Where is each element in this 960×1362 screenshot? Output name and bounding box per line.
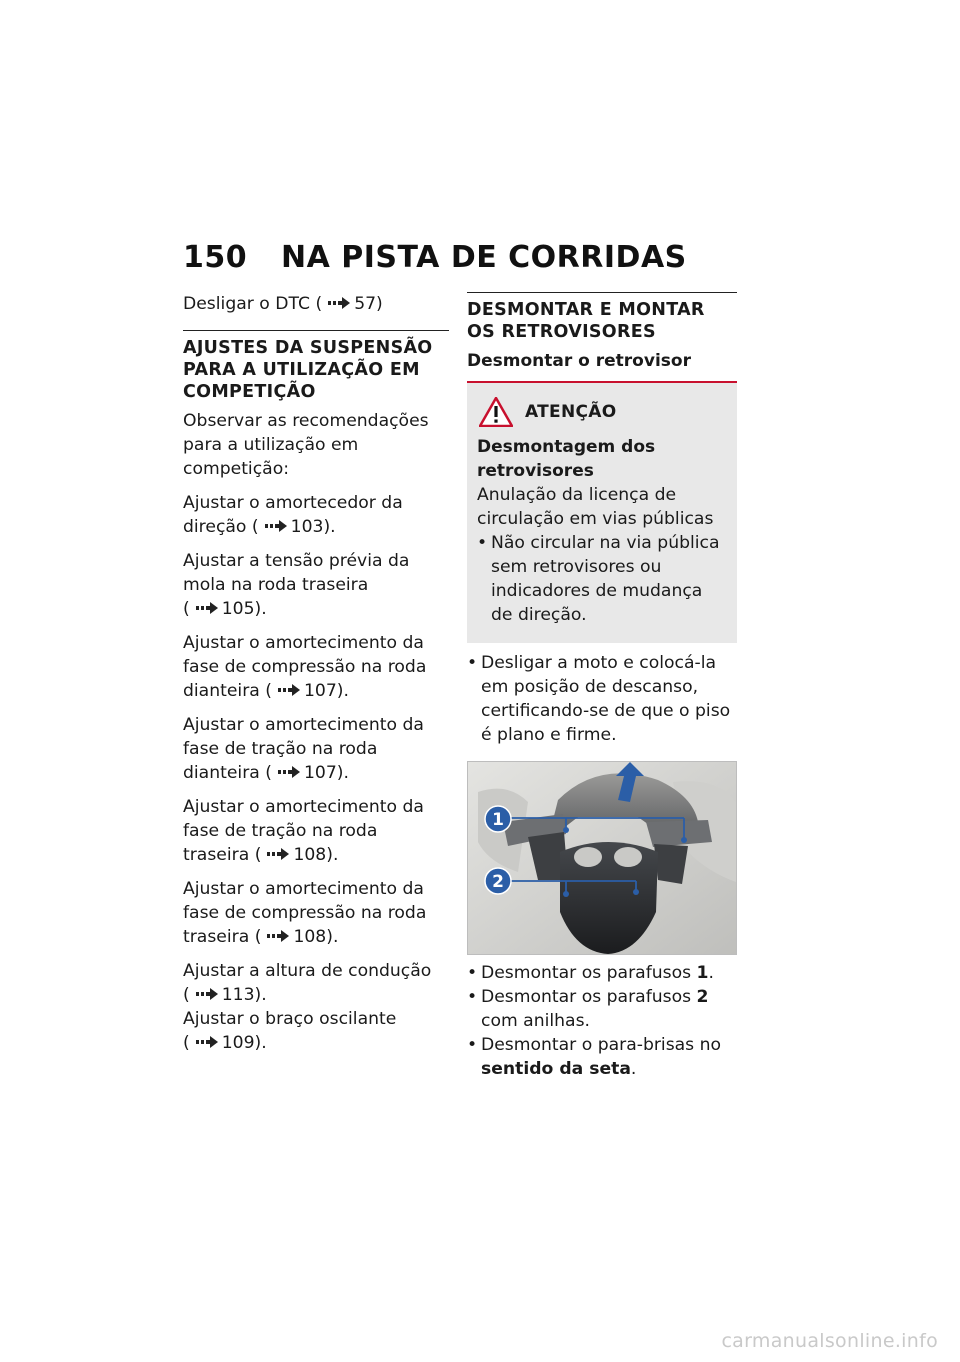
right-column	[467, 292, 737, 1081]
adjust-item: Ajustar a altura de condução ( 113).	[183, 961, 432, 1005]
step-item: • Desmontar os parafusos 1.	[467, 961, 737, 985]
windshield-figure	[467, 761, 737, 955]
warning-title: ATENÇÃO	[525, 402, 617, 422]
cross-reference[interactable]: ( 108).	[254, 927, 339, 947]
observe-text: Observar as recomendações para a utilização em competição:	[183, 411, 429, 479]
page-reference-arrow-icon	[265, 520, 287, 532]
callout-1: 1	[492, 810, 504, 830]
cross-reference[interactable]: ( 57)	[315, 294, 383, 314]
mirrors-section-title: DESMONTAR E MONTAR OS RETROVISORES	[467, 292, 737, 343]
adjust-item: Ajustar o amortecimento da fase de tração na roda traseira ( 108).	[183, 797, 424, 865]
callout-2: 2	[492, 872, 504, 892]
page-reference-arrow-icon	[196, 1036, 218, 1048]
warning-consequence: Anulação da licença de circulação em vias públicas	[477, 485, 714, 529]
warning-instruction: • Não circular na via pública sem retrovisores ou indicadores de mudança de direção.	[477, 531, 727, 627]
page-reference-arrow-icon	[278, 684, 300, 696]
step-item: • Desmontar os parafusos 2 com anilhas.	[467, 985, 737, 1033]
cross-reference[interactable]: ( 103).	[251, 517, 336, 537]
cross-reference[interactable]: ( 113).	[183, 985, 267, 1005]
page-reference-arrow-icon	[196, 988, 218, 1000]
suspension-section-title: AJUSTES DA SUSPENSÃO PARA A UTILIZAÇÃO EM COMPETIÇÃO	[183, 330, 449, 403]
adjust-item: Ajustar o amortecimento da fase de compressão na roda traseira ( 108).	[183, 879, 427, 947]
page-header	[183, 240, 743, 275]
cross-reference[interactable]: ( 109).	[183, 1033, 267, 1053]
adjust-item: Ajustar o amortecimento da fase de compressão na roda dianteira ( 107).	[183, 633, 427, 701]
warning-subtitle: Desmontagem dos retrovisores	[477, 437, 656, 481]
adjust-item: Ajustar o amortecimento da fase de tração na roda dianteira ( 107).	[183, 715, 424, 783]
cross-reference[interactable]: ( 107).	[265, 681, 349, 701]
dtc-reference: Desligar o DTC ( 57)	[183, 294, 383, 314]
page-reference-arrow-icon	[278, 766, 300, 778]
adjust-item: Ajustar a tensão prévia da mola na roda traseira ( 105).	[183, 551, 410, 619]
warning-header	[477, 397, 727, 427]
page-reference-arrow-icon	[267, 848, 289, 860]
left-column	[183, 292, 449, 1065]
remove-mirror-subtitle: Desmontar o retrovisor	[467, 351, 691, 371]
watermark: carmanualsonline.info	[721, 1330, 938, 1352]
chapter-title: NA PISTA DE CORRIDAS	[281, 240, 687, 275]
step-item: • Desmontar o para-brisas no sentido da seta.	[467, 1033, 737, 1081]
adjust-item: Ajustar o braço oscilante ( 109).	[183, 1009, 397, 1053]
page-reference-arrow-icon	[267, 930, 289, 942]
adjust-item: Ajustar o amortecedor da direção ( 103).	[183, 493, 403, 537]
warning-triangle-icon	[479, 397, 513, 427]
cross-reference[interactable]: ( 108).	[254, 845, 339, 865]
page-number: 150	[183, 240, 248, 275]
motorcycle-front-illustration	[468, 762, 736, 954]
cross-reference[interactable]: ( 107).	[265, 763, 349, 783]
page-reference-arrow-icon	[328, 297, 350, 309]
step-item: • Desligar a moto e colocá-la em posição de descanso, certificando-se de que o piso é plano e firme.	[467, 651, 737, 747]
warning-box	[467, 383, 737, 643]
page-reference-arrow-icon	[196, 602, 218, 614]
cross-reference[interactable]: ( 105).	[183, 599, 267, 619]
